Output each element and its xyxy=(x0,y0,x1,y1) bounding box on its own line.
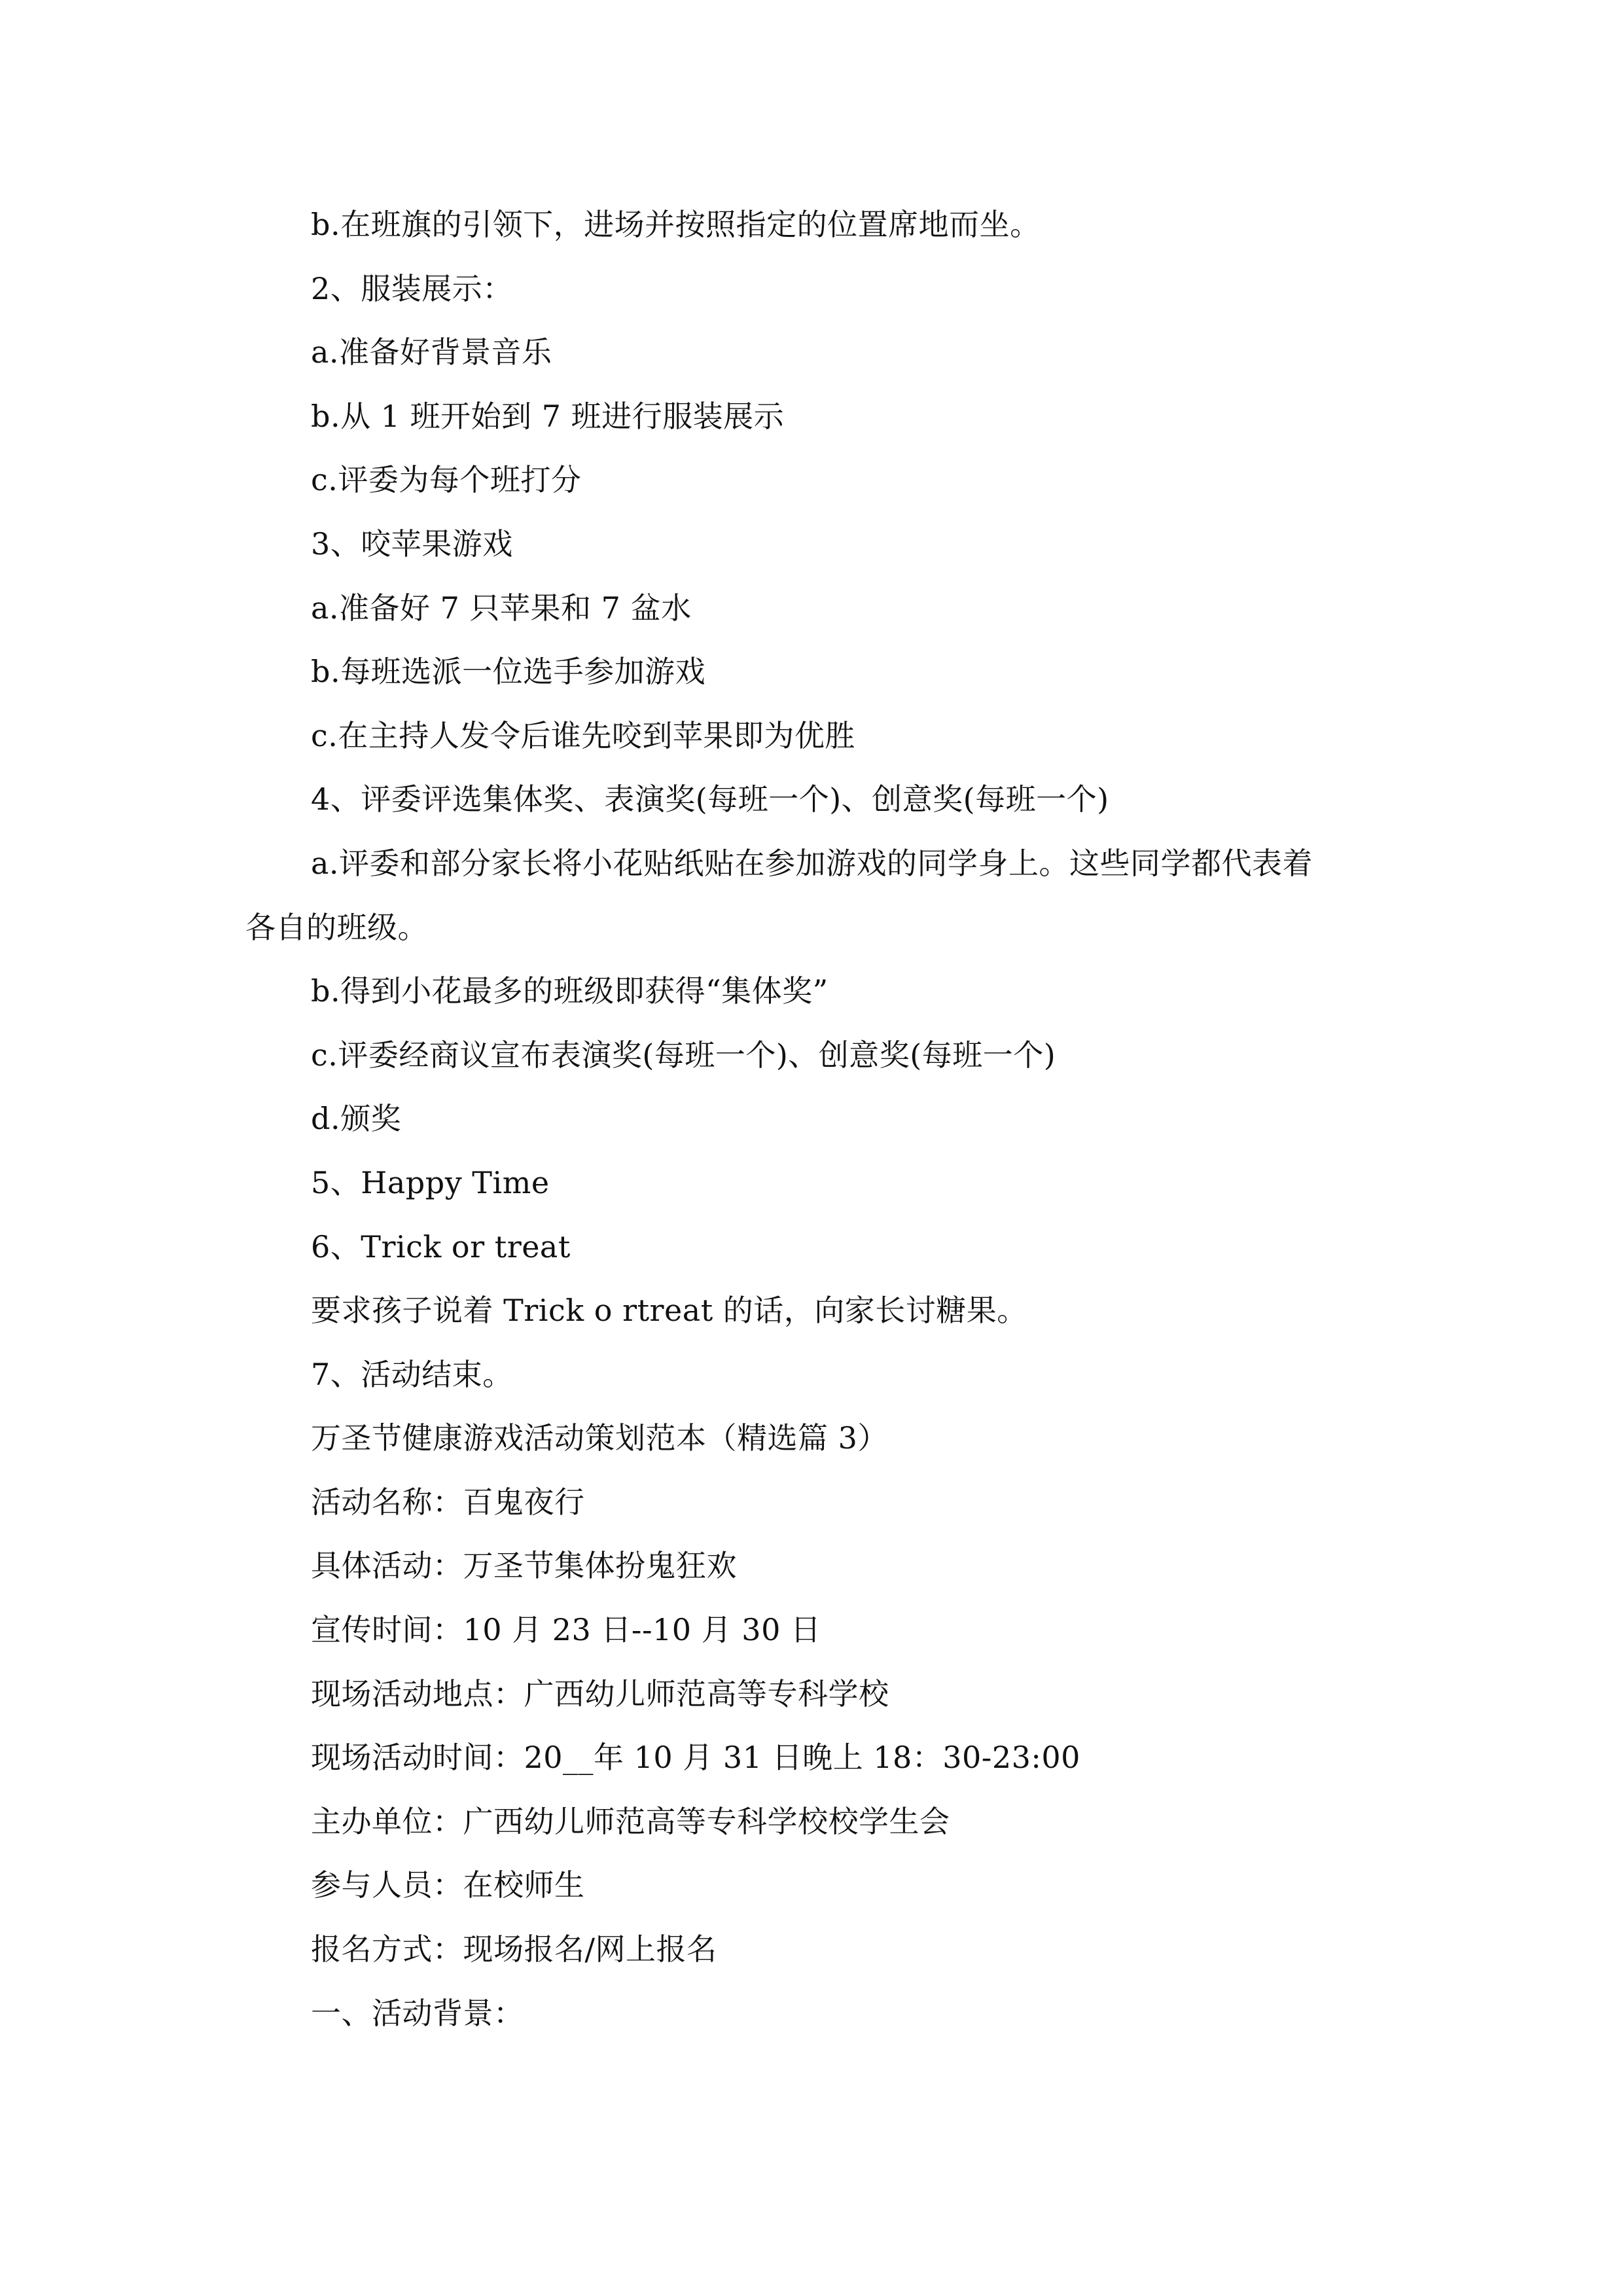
text-line: a.评委和部分家长将小花贴纸贴在参加游戏的同学身上。这些同学都代表着 xyxy=(311,845,1313,881)
info-line: 宣传时间：10 月 23 日--10 月 30 日 xyxy=(311,1612,821,1648)
text-line: b.从 1 班开始到 7 班进行服装展示 xyxy=(311,398,785,434)
section-heading: 4、评委评选集体奖、表演奖(每班一个)、创意奖(每班一个) xyxy=(311,781,1109,817)
text-line: c.在主持人发令后谁先咬到苹果即为优胜 xyxy=(311,717,855,753)
info-line: 报名方式：现场报名/网上报名 xyxy=(311,1931,717,1967)
text-line: a.准备好背景音乐 xyxy=(311,334,552,370)
text-line: b.得到小花最多的班级即获得“集体奖” xyxy=(311,973,829,1009)
section-heading: 6、Trick or treat xyxy=(311,1229,571,1265)
text-line: c.评委为每个班打分 xyxy=(311,462,582,498)
info-line: 主办单位：广西幼儿师范高等专科学校校学生会 xyxy=(311,1803,950,1839)
section-heading: 一、活动背景： xyxy=(311,1995,524,2031)
info-line: 参与人员：在校师生 xyxy=(311,1867,585,1903)
text-line: b.每班选派一位选手参加游戏 xyxy=(311,654,706,690)
document-body xyxy=(245,193,1378,2045)
section-heading: 2、服装展示： xyxy=(311,270,513,306)
text-line: d.颁奖 xyxy=(311,1101,402,1137)
info-line: 活动名称：百鬼夜行 xyxy=(311,1484,585,1520)
text-line: a.准备好 7 只苹果和 7 盆水 xyxy=(311,590,692,626)
text-line: b.在班旗的引领下，进场并按照指定的位置席地而坐。 xyxy=(311,207,1041,242)
info-line: 现场活动地点：广西幼儿师范高等专科学校 xyxy=(311,1676,889,1712)
text-line-continuation: 各自的班级。 xyxy=(245,909,428,945)
info-line: 具体活动：万圣节集体扮鬼狂欢 xyxy=(311,1548,737,1584)
section-heading: 7、活动结束。 xyxy=(311,1356,513,1392)
text-line: 要求孩子说着 Trick o rtreat 的话，向家长讨糖果。 xyxy=(311,1293,1027,1329)
info-line: 现场活动时间：20__年 10 月 31 日晚上 18：30-23:00 xyxy=(311,1740,1080,1776)
section-heading: 5、Happy Time xyxy=(311,1164,550,1200)
section-heading: 3、咬苹果游戏 xyxy=(311,526,513,562)
article-title: 万圣节健康游戏活动策划范本（精选篇 3） xyxy=(311,1420,888,1456)
text-line: c.评委经商议宣布表演奖(每班一个)、创意奖(每班一个) xyxy=(311,1037,1056,1073)
